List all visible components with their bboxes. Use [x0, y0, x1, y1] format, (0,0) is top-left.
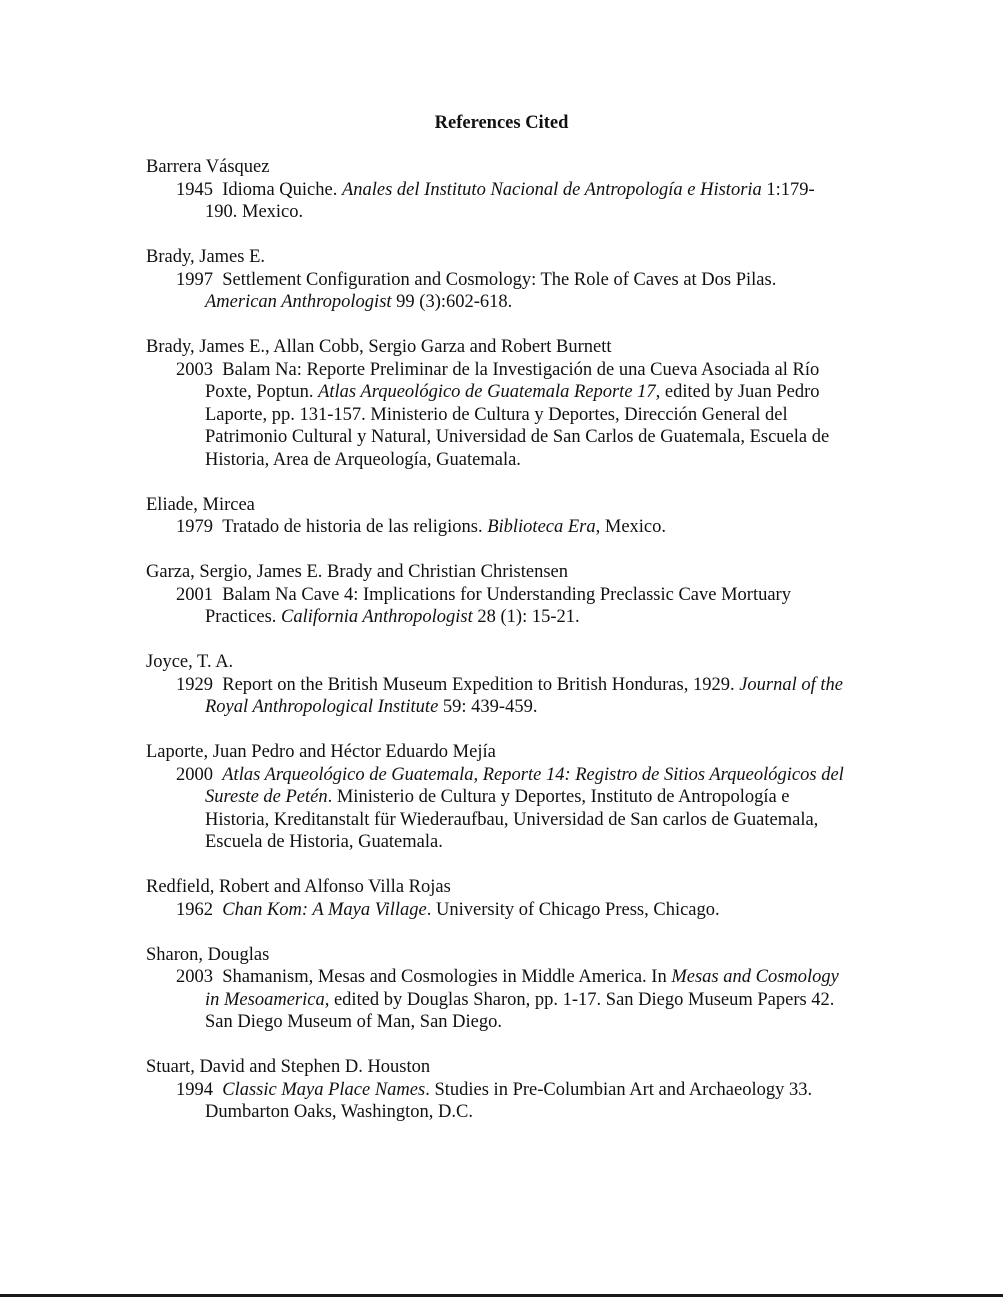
reference-text: 99 (3):602-618. — [391, 292, 513, 312]
reference-text: . Ministerio de Cultura y Deportes, Instituto de Antropología e Historia, Kreditanstalt für Wiederaufbau, Universidad de San carlos de Guatemala, Escuela de Historia, Guatemala. — [205, 787, 819, 852]
reference-author: Barrera Vásquez — [146, 157, 270, 177]
reference-text: 59: 439-459. — [438, 697, 538, 717]
reference-italic-title: Atlas Arqueológico de Guatemala Reporte 17, — [318, 382, 661, 402]
reference-text: Balam Na Cave 4: Implications for Understanding Preclassic Cave Mortuary Practices. — [205, 584, 791, 627]
reference-work — [146, 584, 846, 629]
page-title: References Cited — [434, 113, 569, 133]
reference-work — [146, 764, 846, 854]
reference-year: 1979 — [176, 517, 213, 537]
reference-italic-title: Biblioteca Era — [487, 517, 596, 537]
reference-year: 2000 — [176, 764, 213, 785]
reference-author: Stuart, David and Stephen D. Houston — [146, 1057, 431, 1077]
reference-italic-title: Journal of the Royal Anthropological Institute — [205, 674, 843, 717]
reference-text: Shamanism, Mesas and Cosmologies in Middle America. In — [222, 967, 672, 987]
reference-year: 1945 — [176, 179, 213, 200]
reference-work — [146, 179, 846, 224]
reference-entry — [146, 494, 866, 539]
reference-italic-title: American Anthropologist — [205, 292, 392, 312]
reference-text: , Mexico. — [595, 517, 667, 537]
reference-text: Settlement Configuration and Cosmology: The Role of Caves at Dos Pilas. — [222, 269, 777, 290]
reference-entry — [146, 561, 866, 629]
reference-author: Redfield, Robert and Alfonso Villa Rojas — [146, 877, 451, 897]
reference-entry — [146, 741, 866, 854]
reference-work — [146, 516, 846, 539]
reference-list — [146, 156, 866, 1146]
reference-work — [146, 966, 846, 1034]
reference-entry — [146, 1056, 866, 1124]
reference-text: 28 (1): 15-21. — [472, 607, 580, 627]
reference-text: Balam Na: Reporte Preliminar de la Investigación de una Cueva Asociada al Río Poxte, Poptun. — [205, 359, 820, 402]
reference-work — [146, 1079, 846, 1124]
reference-entry — [146, 651, 866, 719]
reference-year: 1962 — [176, 899, 213, 920]
reference-work — [146, 359, 846, 472]
reference-italic-title: California Anthropologist — [281, 607, 473, 627]
reference-text: Report on the British Museum Expedition to British Honduras, 1929. — [222, 674, 740, 695]
reference-year: 1929 — [176, 674, 213, 695]
reference-author: Laporte, Juan Pedro and Héctor Eduardo Mejía — [146, 742, 496, 762]
reference-work — [146, 674, 846, 719]
reference-italic-title: Mesas and Cosmology in Mesoamerica, — [205, 967, 839, 1010]
reference-entry — [146, 246, 866, 314]
reference-text: 1:179-190. Mexico. — [205, 179, 815, 222]
reference-italic-title: Classic Maya Place Names — [222, 1079, 426, 1100]
reference-entry — [146, 944, 866, 1034]
reference-italic-title: Chan Kom: A Maya Village — [222, 899, 427, 920]
reference-author: Sharon, Douglas — [146, 944, 270, 965]
reference-author: Garza, Sergio, James E. Brady and Christian Christensen — [146, 562, 568, 582]
reference-year: 2001 — [176, 584, 213, 605]
reference-entry — [146, 156, 866, 224]
reference-work — [146, 899, 846, 922]
reference-year: 2003 — [176, 967, 213, 987]
reference-text: . University of Chicago Press, Chicago. — [426, 899, 720, 920]
reference-author: Brady, James E., Allan Cobb, Sergio Garza and Robert Burnett — [146, 337, 612, 357]
reference-author: Eliade, Mircea — [146, 494, 255, 515]
reference-entry — [146, 876, 866, 921]
reference-text: . Studies in Pre-Columbian Art and Archaeology 33. Dumbarton Oaks, Washington, D.C. — [205, 1079, 813, 1122]
reference-text: edited by Douglas Sharon, pp. 1-17. San Diego Museum Papers 42. San Diego Museum of Man, San Diego. — [205, 989, 835, 1032]
reference-text: Tratado de historia de las religions. — [222, 517, 488, 537]
reference-entry — [146, 336, 866, 471]
reference-author: Joyce, T. A. — [146, 652, 234, 672]
reference-year: 1997 — [176, 269, 213, 290]
reference-year: 2003 — [176, 359, 213, 380]
reference-text: Idioma Quiche. — [222, 179, 342, 200]
reference-author: Brady, James E. — [146, 247, 266, 267]
reference-text: edited by Juan Pedro Laporte, pp. 131-157. Ministerio de Cultura y Deportes, Dirección General del Patrimonio Cultural y Natural, Universidad de San Carlos de Guatemala, Escuela de Historia, Area de Arqueología, Guatemala. — [205, 382, 830, 470]
reference-work — [146, 269, 846, 314]
reference-italic-title: Atlas Arqueológico de Guatemala, Reporte 14: Registro de Sitios Arqueológicos del Sureste de Petén — [205, 764, 844, 807]
reference-year: 1994 — [176, 1079, 213, 1100]
reference-italic-title: Anales del Instituto Nacional de Antropología e Historia — [341, 179, 762, 200]
